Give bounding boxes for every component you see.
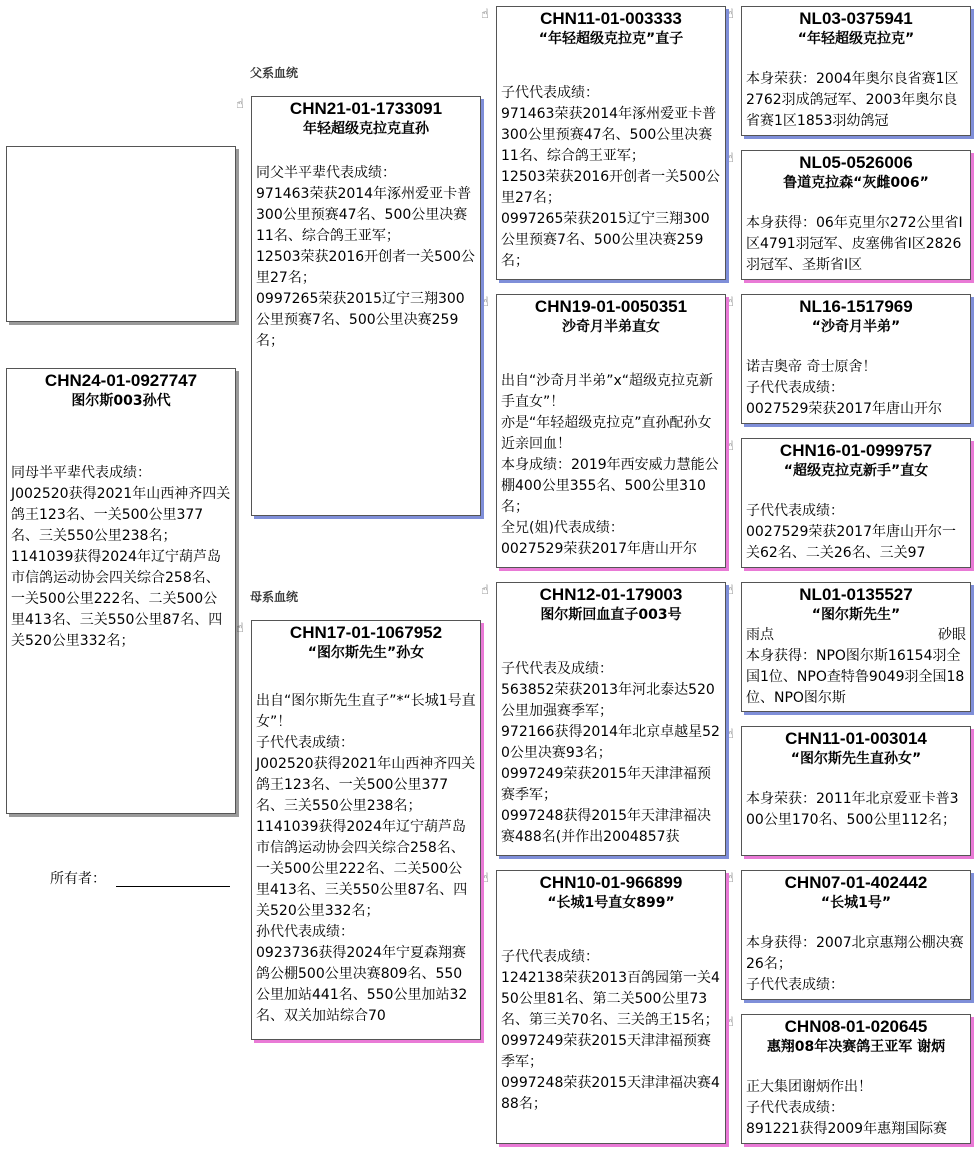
dam-notes: 出自“图尔斯先生直子”*“长城1号直女”！ 子代代表成绩： J002520获得2021年山西神齐四关鸽王123名、一关500公里377名、三关550公里238名； 1141039获得2024年辽宁葫芦岛市信鸽运动协会四关综合258名、一关500公里222名、二关500公里413名、三关550公里87名、四关520公里332名； 孙代代表成绩： 0923736获得2024年宁夏森翔赛鸽公棚500公里决赛809名、550公里加站441名、550公里加站32名、双关加站综合70 (256, 693, 476, 1024)
hand-pointer-icon[interactable]: ☝ (481, 583, 489, 598)
ring-number: CHN19-01-0050351 (534, 297, 688, 316)
ring-number: CHN16-01-0999757 (779, 441, 933, 460)
subject-notes: 同母半平辈代表成绩： J002520获得2021年山西神齐四关鸽王123名、一关500公里377名、三关550公里238名； 1141039获得2024年辽宁葫芦岛市信鸽运动协会四关综合258名、一关500公里222名、二关500公里413名、三关550公里87名、四关520公里332名； (11, 465, 231, 649)
ring-number: NL05-0526006 (799, 153, 913, 172)
ggp-card-4[interactable] (741, 438, 971, 568)
grandsire-maternal-card[interactable] (496, 582, 726, 856)
ggp-card-5[interactable] (741, 582, 971, 712)
hand-pointer-icon[interactable]: ☝ (726, 871, 734, 886)
ggp-card-7[interactable] (741, 870, 971, 1000)
owner-signature-line[interactable] (116, 886, 230, 887)
sire-notes: 同父半平辈代表成绩： 971463荣获2014年涿州爱亚卡普300公里预赛47名、500公里决赛11名、综合鸽王亚军； 12503荣获2016开创者一关500公里27名； 0997265荣获2015辽宁三翔300公里预赛7名、500公里决赛259名； (256, 165, 475, 349)
granddam-paternal-card[interactable] (496, 294, 726, 568)
sire-name: 年轻超级克拉克直孙 (303, 121, 429, 137)
eye-row (742, 625, 970, 646)
pigeon-name: “图尔斯先生” (811, 607, 901, 623)
pigeon-photo-box (6, 146, 236, 322)
eye-type: 砂眼 (938, 627, 966, 643)
hand-pointer-icon[interactable]: ☝ (726, 439, 734, 454)
hand-pointer-icon[interactable]: ☝ (726, 7, 734, 22)
ggp-card-3[interactable] (741, 294, 971, 424)
ring-number: CHN07-01-402442 (784, 873, 928, 892)
grandsire-paternal-card[interactable] (496, 6, 726, 280)
sire-line-label: 父系血统 (250, 66, 299, 80)
pigeon-notes: 出自“沙奇月半弟”x“超级克拉克新手直女”！ 亦是“年轻超级克拉克”直孙配孙女近亲回血！ 本身成绩：2019年西安威力慧能公棚400公里355名、500公里310名； 全兄(姐)代表成绩： 0027529荣获2017年唐山开尔 (501, 373, 719, 557)
hand-pointer-icon[interactable]: ☝ (726, 583, 734, 598)
pigeon-notes: 正大集团谢炳作出！ 子代代表成绩： 891221获得2009年惠翔国际赛 (746, 1079, 948, 1137)
sire-ring-number: CHN21-01-1733091 (289, 99, 443, 118)
subject-ring-number: CHN24-01-0927747 (44, 371, 198, 390)
sire-card[interactable] (251, 96, 481, 516)
hand-pointer-icon[interactable]: ☝ (236, 97, 244, 112)
dam-ring-number: CHN17-01-1067952 (289, 623, 443, 642)
pigeon-name: “长城1号” (820, 895, 892, 911)
pigeon-name: “超级克拉克新手”直女 (783, 463, 929, 479)
pigeon-name: “年轻超级克拉克” (797, 31, 915, 47)
pigeon-name: 沙奇月半弟直女 (562, 319, 660, 335)
pigeon-notes: 子代代表成绩： 971463荣获2014年涿州爱亚卡普300公里预赛47名、500公里决赛11名、综合鸽王亚军； 12503荣获2016开创者一关500公里27名； 0997265荣获2015辽宁三翔300公里预赛7名、500公里决赛259名； (501, 85, 720, 269)
ring-number: NL16-1517969 (799, 297, 913, 316)
pigeon-notes: 子代代表及成绩： 563852荣获2013年河北泰达520公里加强赛季军； 972166获得2014年北京卓越星520公里决赛93名； 0997249荣获2015年天津津福预赛季军； 0997248获得2015年天津津福决赛488名(并作出2004857获 (501, 661, 720, 845)
dam-line-label: 母系血统 (250, 590, 299, 604)
ggp-card-6[interactable] (741, 726, 971, 856)
ggp-card-1[interactable] (741, 6, 971, 136)
feather-color: 雨点 (746, 627, 774, 643)
ring-number: CHN11-01-003333 (540, 9, 682, 28)
ggp-card-8[interactable] (741, 1014, 971, 1144)
pigeon-notes: 子代代表成绩： 1242138荣获2013百鸽园第一关450公里81名、第二关500公里73名、第三关70名、三关鸽王15名； 0997249荣获2015天津津福预赛季军； 0997248荣获2015天津津福决赛488名； (501, 949, 720, 1112)
hand-pointer-icon[interactable]: ☝ (236, 621, 244, 636)
pigeon-notes: 诺吉奥帝 奇士原舍！ 子代代表成绩： 0027529荣获2017年唐山开尔 (746, 359, 942, 417)
pigeon-notes: 本身获得：NPO图尔斯16154羽全国1位、NPO查特鲁9049羽全国18位、NPO图尔斯 (746, 648, 965, 706)
pigeon-notes: 子代代表成绩： 0027529荣获2017年唐山开尔一关62名、二关26名、三关97 (746, 503, 956, 561)
pigeon-notes: 本身荣获：2004年奥尔良省赛1区2762羽成鸽冠军、2003年奥尔良省赛1区1853羽幼鸽冠 (746, 71, 959, 129)
ring-number: CHN08-01-020645 (784, 1017, 928, 1036)
ring-number: NL01-0135527 (799, 585, 913, 604)
hand-pointer-icon[interactable]: ☝ (481, 871, 489, 886)
pigeon-name: 图尔斯回血直子003号 (540, 607, 682, 623)
granddam-maternal-card[interactable] (496, 870, 726, 1144)
ring-number: CHN12-01-179003 (539, 585, 683, 604)
hand-pointer-icon[interactable]: ☝ (726, 151, 734, 166)
pigeon-name: “沙奇月半弟” (811, 319, 901, 335)
owner-label: 所有者： (50, 871, 106, 887)
hand-pointer-icon[interactable]: ☝ (726, 1015, 734, 1030)
hand-pointer-icon[interactable]: ☝ (481, 7, 489, 22)
pigeon-name: 惠翔08年决赛鸽王亚军 谢炳 (766, 1039, 946, 1055)
pigeon-name: 鲁道克拉森“灰雌006” (783, 175, 929, 191)
pigeon-notes: 本身获得：06年克里尔272公里省I区4791羽冠军、皮塞佛省I区2826羽冠军、圣斯省I区 (746, 215, 963, 273)
subject-card (6, 368, 236, 814)
hand-pointer-icon[interactable]: ☝ (726, 295, 734, 310)
ring-number: CHN11-01-003014 (785, 729, 927, 748)
ring-number: NL03-0375941 (799, 9, 913, 28)
ggp-card-2[interactable] (741, 150, 971, 280)
pigeon-name: “长城1号直女899” (547, 895, 675, 911)
hand-pointer-icon[interactable]: ☝ (726, 727, 734, 742)
dam-name: “图尔斯先生”孙女 (307, 645, 425, 661)
subject-name: 图尔斯003孙代 (71, 393, 171, 409)
pigeon-name: “年轻超级克拉克”直子 (538, 31, 684, 47)
hand-pointer-icon[interactable]: ☝ (481, 295, 489, 310)
pigeon-notes: 本身荣获：2011年北京爱亚卡普300公里170名、500公里112名； (746, 791, 959, 828)
pigeon-notes: 本身获得：2007北京惠翔公棚决赛26名； 子代代表成绩： (746, 935, 964, 993)
ring-number: CHN10-01-966899 (539, 873, 683, 892)
dam-card[interactable] (251, 620, 481, 1040)
pigeon-name: “图尔斯先生直孙女” (790, 751, 922, 767)
